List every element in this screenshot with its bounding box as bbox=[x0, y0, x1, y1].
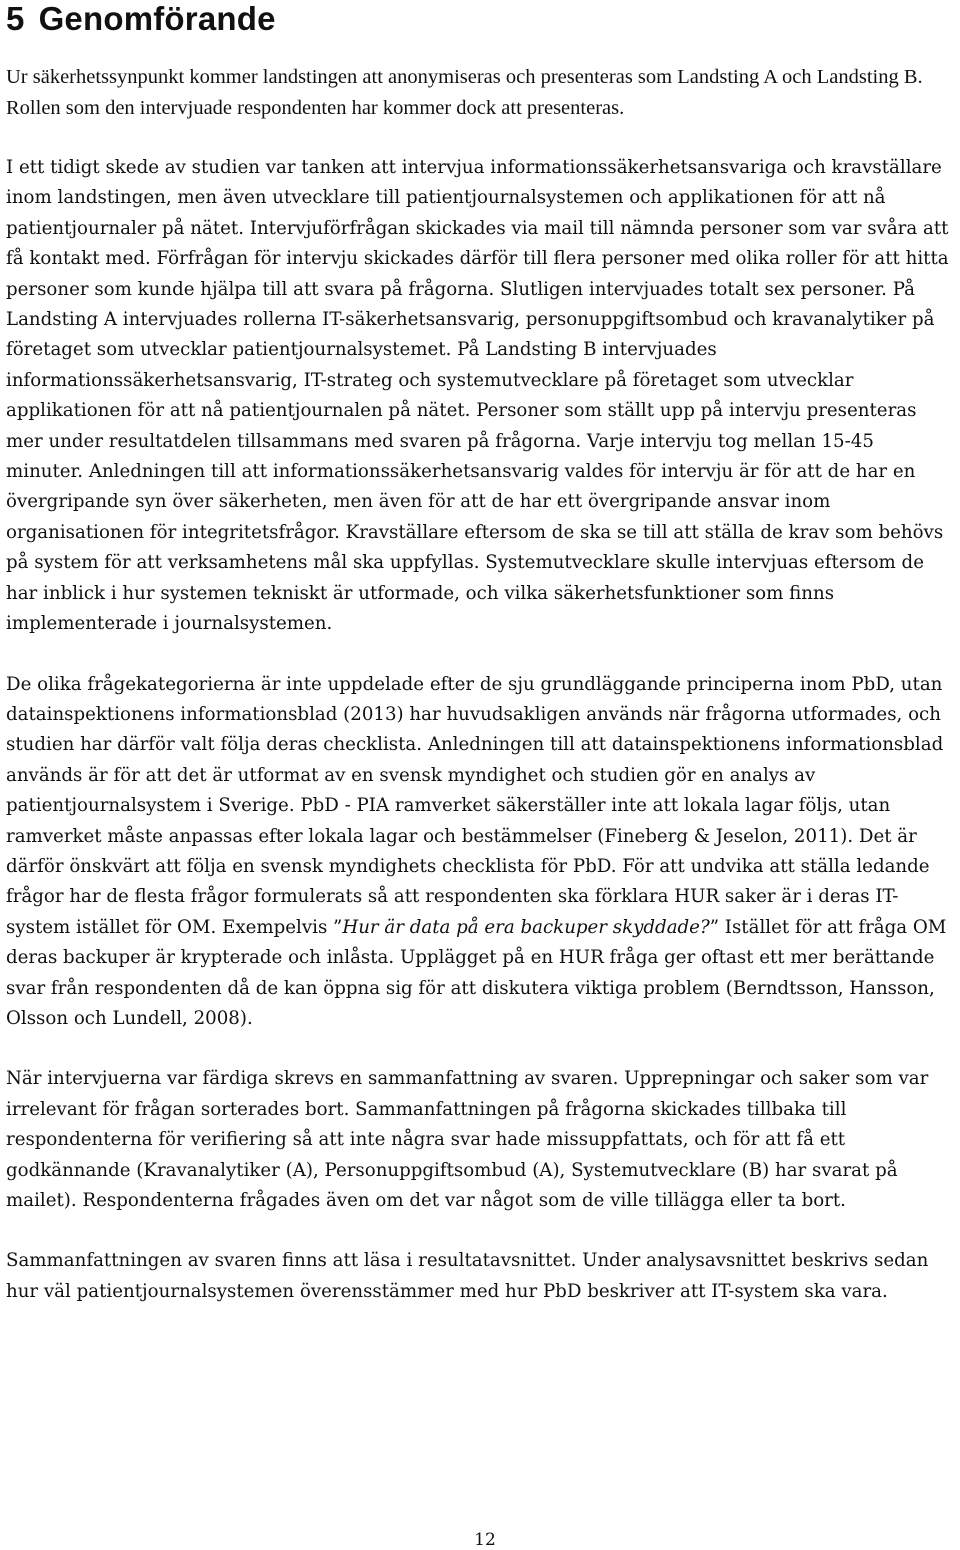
paragraph-text: De olika frågekategorierna är inte uppdelade efter de sju grundläggande principerna inom PbD, utan datainspektionens informationsblad (2013) har huvudsakligen används när frågorna utformades, och studien har därför valt följa deras checklista. Anledningen till att datainspektionens informationsblad används är för att det är utformat av en svensk myndighet och studien gör en analys av patientjournalsystem i Sverige. PbD - PIA ramverket säkerställer inte att lokala lagar följs, utan ramverket måste anpassas efter lokala lagar och bestämmelser (Fineberg & Jeselon, 2011). Det är därför önskvärt att följa en svensk myndighets checklista för PbD. För att undvika att ställa ledande frågor har de flesta frågor formulerats så att respondenten ska förklara HUR saker är i deras IT-system istället för OM. Exempelvis ” bbox=[6, 673, 944, 938]
document-page bbox=[6, 0, 956, 1307]
closing-paragraph: Sammanfattningen av svaren finns att läsa i resultatavsnittet. Under analysavsnittet beskrivs sedan hur väl patientjournalsystemen överensstämmer med hur PbD beskriver att IT-system ska vara. bbox=[6, 1250, 929, 1302]
section-title: Genomförande bbox=[38, 0, 276, 37]
method-paragraph: I ett tidigt skede av studien var tanken att intervjua informationssäkerhetsansvariga och kravställare inom landstingen, men även utvecklare till patientjournalsystemen och applikationen för att nå patientjournaler på nätet. Intervjuförfrågan skickades via mail till nämnda personer som var svåra att få kontakt med. Förfrågan för intervju skickades därför till flera personer med olika roller för att hitta personer som kunde hjälpa till att svara på frågorna. Slutligen intervjuades totalt sex personer. På Landsting A intervjuades rollerna IT-säkerhetsansvarig, personuppgiftsombud och kravanalytiker på företaget som utvecklar patientjournalsystemet. På Landsting B intervjuades informationssäkerhetsansvarig, IT-strateg och systemutvecklare på företaget som utvecklar applikationen för att nå patientjournalen på nätet. Personer som ställt upp på intervju presenteras mer under resultatdelen tillsammans med svaren på frågorna. Varje intervju tog mellan 15-45 minuter. Anledningen till att informationssäkerhetsansvarig valdes för intervju är för att de har en övergripande syn över säkerheten, men även för att de har ett övergripande ansvar inom organisationen för integritetsfrågor. Kravställare eftersom de ska se till att ställa de krav som behövs på system för att verksamhetens mål ska uppfyllas. Systemutvecklare skulle intervjuas eftersom de har inblick i hur systemen tekniskt är utformade, och vilka säkerhetsfunktioner som finns implementerade i journalsystemen. bbox=[6, 157, 949, 635]
paragraph-text: ” Istället för att fråga OM deras backuper är krypterade och inlåsta. Upplägget på en HUR fråga ger oftast ett mer berättande svar från respondenten då de kan öppna sig för att diskutera viktiga problem (Berndtsson, Hansson, Olsson och Lundell, 2008). bbox=[6, 916, 947, 1029]
example-question: Hur är data på era backuper skyddade? bbox=[342, 916, 710, 938]
page-number: 12 bbox=[474, 1530, 496, 1550]
summary-paragraph: När intervjuerna var färdiga skrevs en sammanfattning av svaren. Upprepningar och saker som var irrelevant för frågan sorterades bort. Sammanfattningen på frågorna skickades tillbaka till respondenterna för verifiering så att inte några svar hade missuppfattats, och för att få ett godkännande (Kravanalytiker (A), Personuppgiftsombud (A), Systemutvecklare (B) har svarat på mailet). Respondenterna frågades även om det var något som de ville tillägga eller ta bort. bbox=[6, 1068, 929, 1211]
intro-paragraph: Ur säkerhetssynpunkt kommer landstingen att anonymiseras och presenteras som Landsting A och Landsting B. Rollen som den intervjuade respondenten har kommer dock att presenteras. bbox=[6, 66, 923, 119]
question-category-paragraph bbox=[6, 670, 956, 1035]
section-heading bbox=[6, 0, 956, 38]
section-number: 5 bbox=[6, 0, 25, 37]
